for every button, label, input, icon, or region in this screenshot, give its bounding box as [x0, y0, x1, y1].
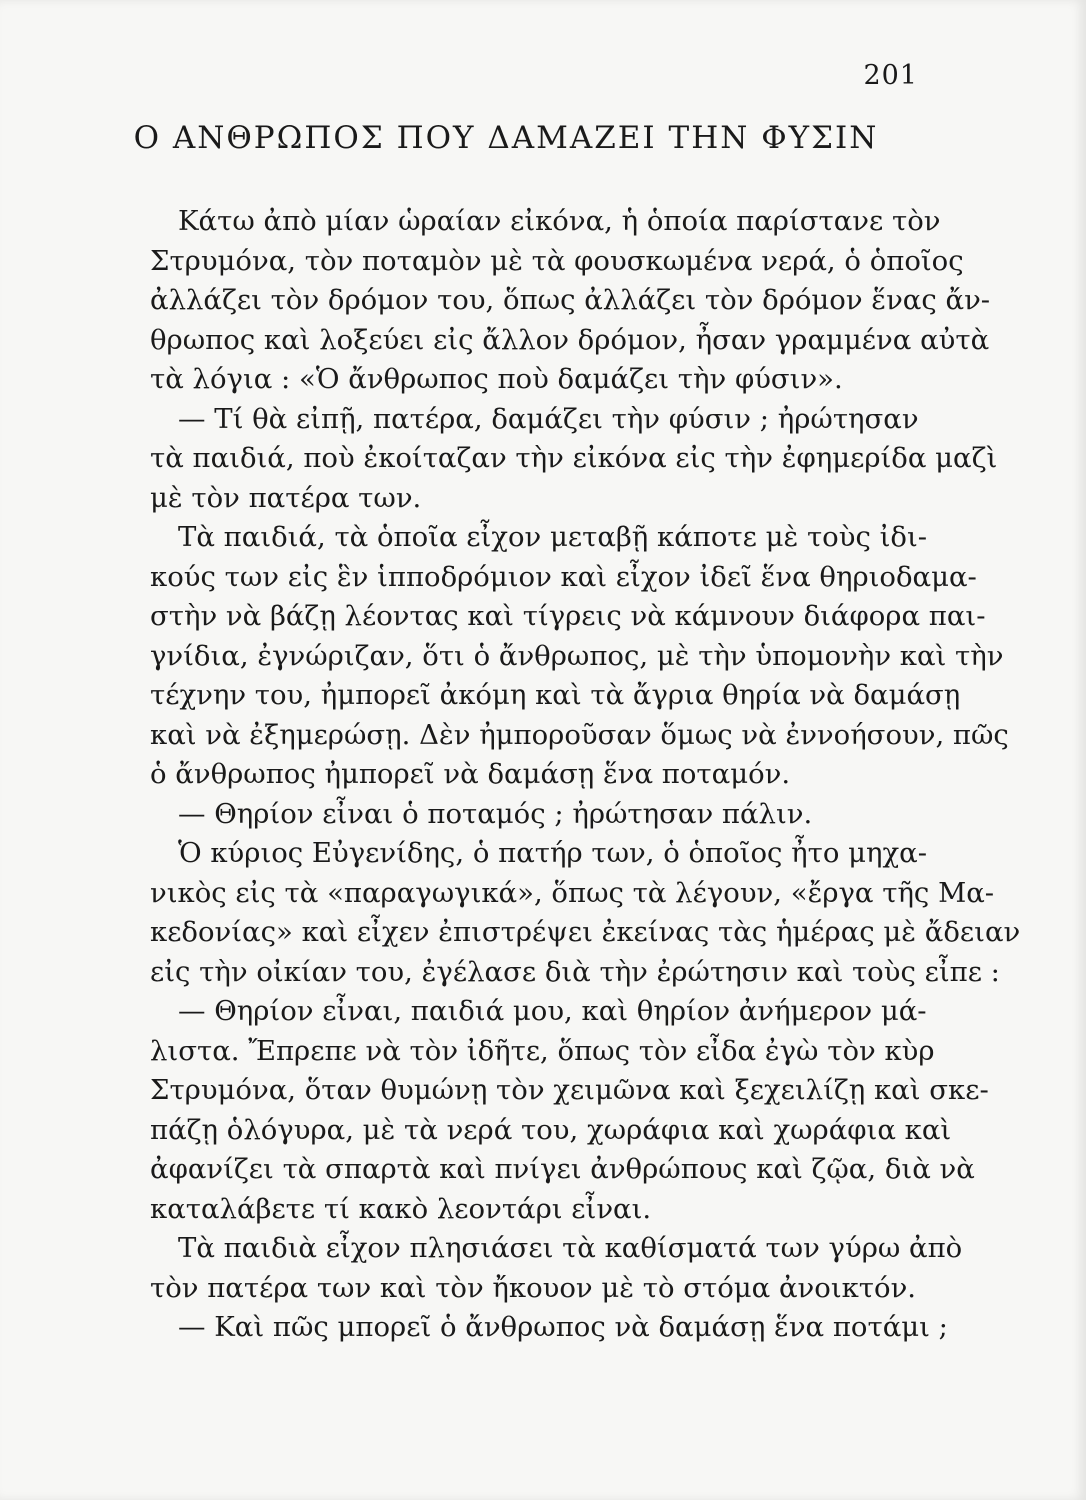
- text-line: — Θηρίον εἶναι ὁ ποταμός ; ἠρώτησαν πάλιν.: [178, 797, 813, 830]
- text-line: θρωπος καὶ λοξεύει εἰς ἄλλον δρόμον, ἦσαν γραμμένα αὐτὰ: [150, 323, 990, 356]
- chapter-title: Ο ΑΝΘΡΩΠΟΣ ΠΟΥ ΔΑΜΑΖΕΙ ΤΗΝ ΦΥΣΙΝ: [133, 120, 879, 156]
- body-text: [150, 202, 1021, 1348]
- text-line: — Καὶ πῶς μπορεῖ ὁ ἄνθρωπος νὰ δαμάσῃ ἕνα ποτάμι ;: [178, 1311, 948, 1343]
- text-line: τὸν πατέρα των καὶ τὸν ἤκουον μὲ τὸ στόμα ἀνοικτόν.: [150, 1271, 917, 1304]
- text-line: Κάτω ἀπὸ μίαν ὡραίαν εἰκόνα, ἡ ὁποία παρίστανε τὸν: [178, 205, 941, 237]
- text-line: πάζῃ ὁλόγυρα, μὲ τὰ νερά του, χωράφια καὶ χωράφια καὶ: [150, 1113, 952, 1146]
- text-line: Τὰ παιδιὰ εἶχον πλησιάσει τὰ καθίσματά των γύρω ἀπὸ: [178, 1232, 963, 1264]
- text-line: ὁ ἄνθρωπος ἠμπορεῖ νὰ δαμάσῃ ἕνα ποταμόν.: [150, 758, 791, 790]
- text-line: τὰ παιδιά, ποὺ ἐκοίταζαν τὴν εἰκόνα εἰς τὴν ἐφημερίδα μαζὶ: [150, 442, 998, 474]
- text-line: Στρυμόνα, τὸν ποταμὸν μὲ τὰ φουσκωμένα νερά, ὁ ὁποῖος: [150, 244, 964, 277]
- text-line: Στρυμόνα, ὅταν θυμώνῃ τὸν χειμῶνα καὶ ξεχειλίζῃ καὶ σκε-: [150, 1074, 989, 1106]
- text-line: νικὸς εἰς τὰ «παραγωγικά», ὅπως τὰ λέγουν, «ἔργα τῆς Μα-: [150, 876, 995, 909]
- text-line: τέχνην του, ἠμπορεῖ ἀκόμη καὶ τὰ ἄγρια θηρία νὰ δαμάσῃ: [150, 679, 961, 711]
- text-line: εἰς τὴν οἰκίαν του, ἐγέλασε διὰ τὴν ἐρώτησιν καὶ τοὺς εἶπε :: [150, 955, 1000, 988]
- text-line: κούς των εἰς ἓν ἱπποδρόμιον καὶ εἶχον ἰδεῖ ἕνα θηριοδαμα-: [150, 560, 977, 593]
- text-line: στὴν νὰ βάζῃ λέοντας καὶ τίγρεις νὰ κάμνουν διάφορα παι-: [150, 600, 986, 632]
- text-line: ἀφανίζει τὰ σπαρτὰ καὶ πνίγει ἀνθρώπους καὶ ζῷα, διὰ νὰ: [150, 1153, 975, 1185]
- text-line: ἀλλάζει τὸν δρόμον του, ὅπως ἀλλάζει τὸν δρόμον ἕνας ἄν-: [150, 284, 991, 316]
- text-line: Τὰ παιδιά, τὰ ὁποῖα εἶχον μεταβῇ κάποτε μὲ τοὺς ἰδι-: [178, 521, 928, 553]
- text-line: Ὁ κύριος Εὐγενίδης, ὁ πατήρ των, ὁ ὁποῖος ἦτο μηχα-: [178, 837, 928, 869]
- text-line: γνίδια, ἐγνώριζαν, ὅτι ὁ ἄνθρωπος, μὲ τὴν ὑπομονὴν καὶ τὴν: [150, 639, 1004, 672]
- text-line: καταλάβετε τί κακὸ λεοντάρι εἶναι.: [150, 1192, 652, 1225]
- text-line: — Θηρίον εἶναι, παιδιά μου, καὶ θηρίον ἀνήμερον μά-: [178, 995, 927, 1027]
- text-line: τὰ λόγια : «Ὁ ἄνθρωπος ποὺ δαμάζει τὴν φύσιν».: [150, 363, 843, 395]
- text-line: καὶ νὰ ἐξημερώσῃ. Δὲν ἠμποροῦσαν ὅμως νὰ ἐννοήσουν, πῶς: [150, 718, 1009, 751]
- page-number: 201: [863, 60, 918, 91]
- text-line: μὲ τὸν πατέρα των.: [150, 481, 422, 514]
- text-line: λιστα. Ἔπρεπε νὰ τὸν ἰδῆτε, ὅπως τὸν εἶδα ἐγὼ τὸν κὺρ: [150, 1034, 935, 1067]
- text-line: — Τί θὰ εἰπῇ, πατέρα, δαμάζει τὴν φύσιν ; ἠρώτησαν: [178, 402, 919, 435]
- text-line: κεδονίας» καὶ εἶχεν ἐπιστρέψει ἐκείνας τὰς ἡμέρας μὲ ἄδειαν: [150, 916, 1021, 948]
